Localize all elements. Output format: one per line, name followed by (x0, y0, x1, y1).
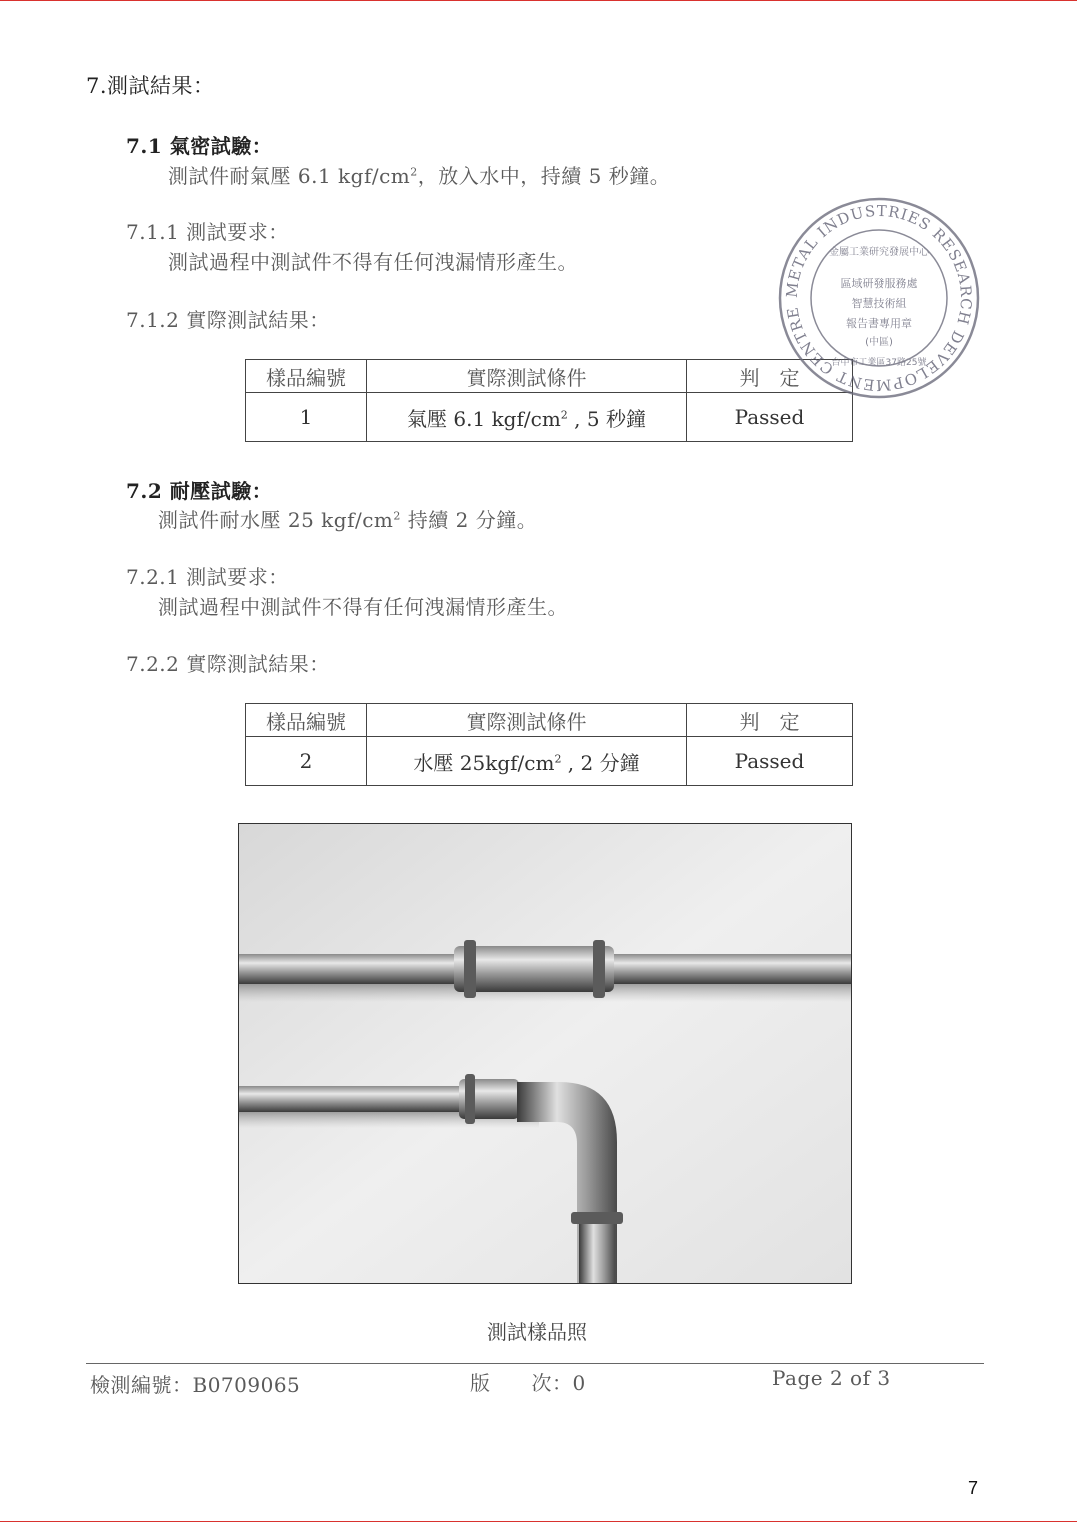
table-header: 樣品編號 (246, 704, 367, 737)
result-table-7-2 (245, 703, 853, 786)
condition-cell: 水壓 $25kgf/cm^2$ , 2 分鐘 (367, 737, 687, 786)
req-text-7-1-1: 測試過程中測試件不得有任何洩漏情形產生。 (168, 250, 578, 274)
table-row (246, 393, 853, 442)
pipe-photo-icon (239, 824, 851, 1283)
page-bottom-border (0, 1521, 1077, 1522)
seal-stamp-icon (776, 195, 982, 401)
heading-7-2-1: 7.2.1 測試要求： (126, 565, 289, 589)
condition-cell: 氣壓 6.1 kgf/$cm^2$ , 5 秒鐘 (367, 393, 687, 442)
svg-text:台中市工業區37路25號: 台中市工業區37路25號 (831, 358, 927, 368)
svg-text:區域研發服務處: 區域研發服務處 (840, 277, 918, 290)
heading-7-2-2: 7.2.2 實際測試結果： (126, 652, 330, 676)
desc-7-1: 測試件耐氣壓 6.1 kgf/$cm^2$，放入水中，持續 5 秒鐘。 (168, 164, 671, 188)
result-cell: Passed (687, 737, 853, 786)
result-cell: Passed (687, 393, 853, 442)
result-table-7-1 (245, 359, 853, 442)
sample-no-cell: 1 (246, 393, 367, 442)
svg-text:智慧技術組: 智慧技術組 (851, 297, 907, 310)
footer-report-number: 檢測編號：B0709065 (90, 1373, 301, 1397)
svg-text:(中區): (中區) (865, 337, 893, 348)
desc-7-2: 測試件耐水壓 25 kgf/$cm^2$ 持續 2 分鐘。 (158, 508, 538, 532)
sample-no-cell: 2 (246, 737, 367, 786)
req-text-7-2-1: 測試過程中測試件不得有任何洩漏情形產生。 (158, 595, 568, 619)
heading-7-2: 7.2 耐壓試驗： (126, 479, 273, 503)
svg-text:報告書專用章: 報告書專用章 (846, 317, 912, 330)
footer-divider (86, 1363, 984, 1364)
heading-7-1-1: 7.1.1 測試要求： (126, 220, 289, 244)
test-sample-photo (238, 823, 852, 1284)
table-header: 判 定 (687, 704, 853, 737)
heading-7-1: 7.1 氣密試驗： (126, 134, 273, 158)
page-top-border (0, 0, 1077, 1)
table-header: 樣品編號 (246, 360, 367, 393)
table-header: 實際測試條件 (367, 704, 687, 737)
table-row (246, 737, 853, 786)
svg-text:金屬工業研究發展中心: 金屬工業研究發展中心 (829, 247, 929, 258)
footer-version: 版 次：0 (470, 1371, 586, 1395)
footer-page: Page 2 of 3 (772, 1366, 891, 1390)
section-title: 7.測試結果： (86, 74, 215, 98)
heading-7-1-2: 7.1.2 實際測試結果： (126, 308, 330, 332)
page-number: 7 (968, 1478, 979, 1498)
table-header: 判 定 (687, 360, 853, 393)
svg-text:METAL INDUSTRIES RESEARCH DEVE: METAL INDUSTRIES RESEARCH DEVELOPMENT CENTRE (782, 201, 976, 395)
photo-caption: 測試樣品照 (487, 1320, 587, 1344)
table-header: 實際測試條件 (367, 360, 687, 393)
